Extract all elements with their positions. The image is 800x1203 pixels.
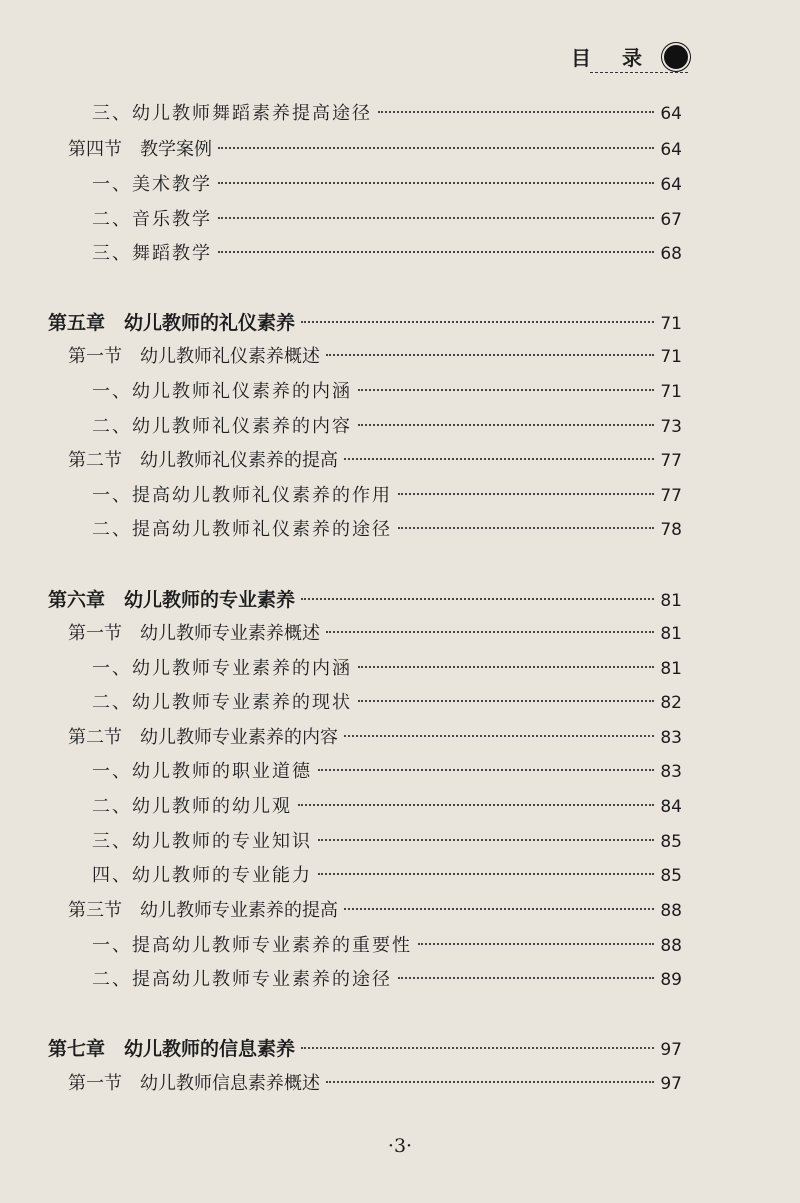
dot-leader	[301, 321, 654, 323]
dot-leader	[398, 493, 654, 495]
toc-entry-page: 88	[660, 936, 682, 956]
toc-entry-label: 一、美术教学	[92, 174, 212, 195]
toc-entry	[92, 167, 682, 203]
toc-entry-label: 第三节 幼儿教师专业素养的提高	[68, 900, 338, 921]
dot-leader	[398, 977, 654, 979]
dot-leader	[398, 527, 654, 529]
toc-entry-page: 83	[660, 762, 682, 782]
toc-entry-label: 一、提高幼儿教师专业素养的重要性	[92, 935, 412, 956]
toc-entry-page: 89	[660, 970, 682, 990]
toc-entry-page: 85	[660, 832, 682, 852]
toc-entry	[68, 339, 682, 375]
toc-entry-page: 82	[660, 693, 682, 713]
toc-entry	[92, 512, 682, 548]
dot-leader	[378, 111, 654, 113]
toc-entry-page: 97	[660, 1040, 682, 1060]
dot-leader	[218, 217, 654, 219]
dot-leader	[326, 1081, 654, 1083]
toc-entry-label: 第一节 幼儿教师信息素养概述	[68, 1073, 320, 1094]
dot-leader	[218, 251, 654, 253]
toc-entry-label: 第四节 教学案例	[68, 139, 212, 160]
toc-entry-page: 97	[660, 1074, 682, 1094]
toc-entry-page: 83	[660, 728, 682, 748]
dot-leader	[298, 804, 654, 806]
toc-entry	[68, 1066, 682, 1102]
dot-leader	[326, 354, 654, 356]
toc-entry-page: 71	[660, 382, 682, 402]
toc-entry-page: 64	[660, 175, 682, 195]
toc-entry-label: 第六章 幼儿教师的专业素养	[48, 589, 296, 611]
dot-leader	[358, 666, 654, 668]
toc-entry-page: 71	[660, 347, 682, 367]
toc-entry	[92, 96, 682, 132]
dot-leader	[344, 908, 654, 910]
toc-entry-page: 71	[660, 314, 682, 334]
toc-entry	[68, 443, 682, 479]
toc-entry	[92, 409, 682, 445]
dot-leader	[358, 424, 654, 426]
toc-entry	[68, 132, 682, 168]
toc-entry-page: 67	[660, 210, 682, 230]
toc-entry-page: 64	[660, 140, 682, 160]
toc-entry	[48, 582, 682, 619]
dot-leader	[218, 147, 654, 149]
toc-entry-label: 一、幼儿教师专业素养的内涵	[92, 658, 352, 679]
toc-entry-label: 二、幼儿教师专业素养的现状	[92, 692, 352, 713]
header-rule	[590, 72, 688, 73]
toc-entry-label: 第一节 幼儿教师礼仪素养概述	[68, 346, 320, 367]
toc-entry-label: 二、幼儿教师的幼儿观	[92, 796, 292, 817]
toc-entry	[48, 1031, 682, 1068]
toc-entry-label: 第七章 幼儿教师的信息素养	[48, 1038, 296, 1060]
page-number: ·3·	[387, 1135, 413, 1157]
toc-entry-label: 一、幼儿教师礼仪素养的内涵	[92, 381, 352, 402]
dot-leader	[301, 598, 654, 600]
dot-leader	[218, 182, 654, 184]
toc-entry	[92, 651, 682, 687]
page-header	[571, 42, 688, 71]
dot-leader	[344, 735, 654, 737]
toc-entry-label: 二、幼儿教师礼仪素养的内容	[92, 416, 352, 437]
toc-entry-page: 85	[660, 866, 682, 886]
toc-entry	[92, 928, 682, 964]
toc-entry	[92, 685, 682, 721]
dot-leader	[344, 458, 654, 460]
toc-entry-page: 64	[660, 104, 682, 124]
toc-entry-page: 81	[660, 659, 682, 679]
toc-entry	[68, 720, 682, 756]
toc-entry	[68, 616, 682, 652]
header-title: 目 录	[571, 46, 654, 70]
toc-entry-label: 三、舞蹈教学	[92, 243, 212, 264]
toc-entry	[92, 962, 682, 998]
toc-entry-page: 73	[660, 417, 682, 437]
toc-entry-label: 三、幼儿教师的专业知识	[92, 831, 312, 852]
toc-entry	[92, 754, 682, 790]
toc-entry-label: 第二节 幼儿教师专业素养的内容	[68, 727, 338, 748]
toc-entry-label: 一、提高幼儿教师礼仪素养的作用	[92, 485, 392, 506]
dot-leader	[318, 839, 654, 841]
toc-entry-label: 第五章 幼儿教师的礼仪素养	[48, 312, 296, 334]
toc-entry	[48, 305, 682, 342]
toc-entry-label: 二、提高幼儿教师专业素养的途径	[92, 969, 392, 990]
toc-entry-page: 68	[660, 244, 682, 264]
toc-entry-label: 二、音乐教学	[92, 209, 212, 230]
toc-entry	[68, 893, 682, 929]
toc-entry	[92, 858, 682, 894]
toc-entry	[92, 202, 682, 238]
toc-entry-page: 84	[660, 797, 682, 817]
dot-leader	[358, 700, 654, 702]
toc-entry-page: 77	[660, 486, 682, 506]
bullet-circle-icon	[664, 45, 688, 69]
toc-entry-label: 一、幼儿教师的职业道德	[92, 761, 312, 782]
toc-entry-label: 二、提高幼儿教师礼仪素养的途径	[92, 519, 392, 540]
toc-entry-page: 81	[660, 624, 682, 644]
dot-leader	[318, 873, 654, 875]
toc-entry-page: 78	[660, 520, 682, 540]
toc-entry-page: 81	[660, 591, 682, 611]
dot-leader	[358, 389, 654, 391]
toc-entry-label: 四、幼儿教师的专业能力	[92, 865, 312, 886]
dot-leader	[418, 943, 654, 945]
toc-entry-label: 第一节 幼儿教师专业素养概述	[68, 623, 320, 644]
toc-entry	[92, 824, 682, 860]
toc-entry-label: 三、幼儿教师舞蹈素养提高途径	[92, 103, 372, 124]
toc-entry-page: 88	[660, 901, 682, 921]
toc-entry	[92, 478, 682, 514]
toc-entry-label: 第二节 幼儿教师礼仪素养的提高	[68, 450, 338, 471]
toc-entry	[92, 236, 682, 272]
toc-entry-page: 77	[660, 451, 682, 471]
dot-leader	[326, 631, 654, 633]
toc-entry	[92, 374, 682, 410]
toc-entry	[92, 789, 682, 825]
dot-leader	[301, 1047, 654, 1049]
dot-leader	[318, 769, 654, 771]
